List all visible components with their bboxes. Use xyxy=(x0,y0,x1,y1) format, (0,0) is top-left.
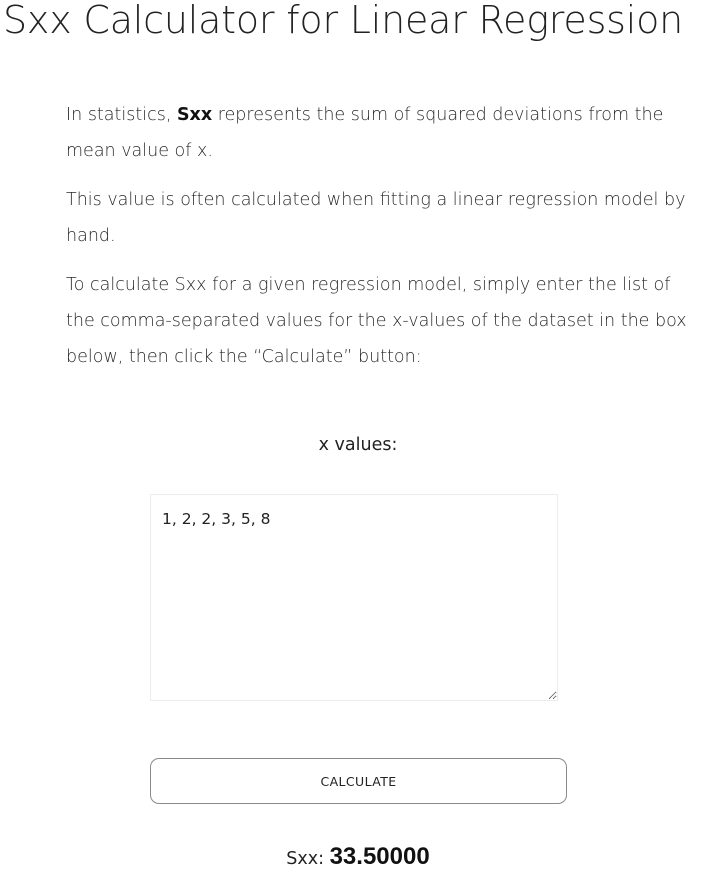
intro-p1-after: represents the sum of squared deviations from the mean value of x. xyxy=(66,105,664,161)
result-output xyxy=(0,840,716,876)
result-value: 33.50000 xyxy=(329,843,430,870)
page-title: Sxx Calculator for Linear Regression xyxy=(3,0,684,42)
intro-paragraph-2: This value is often calculated when fitting a linear regression model by hand. xyxy=(66,190,686,246)
intro-paragraph-1 xyxy=(66,97,696,169)
description xyxy=(66,97,696,388)
calculate-button[interactable]: CALCULATE xyxy=(150,758,567,804)
x-values-input[interactable] xyxy=(150,494,558,701)
sxx-term: Sxx xyxy=(176,105,213,125)
result-label: Sxx: xyxy=(286,849,330,869)
x-values-label: x values: xyxy=(318,435,398,455)
intro-paragraph-3: To calculate Sxx for a given regression model, simply enter the list of the comma-separated values for the x-values of the dataset in the box below, then click the “Calculate” button: xyxy=(66,275,687,367)
intro-p1-before: In statistics, xyxy=(66,105,177,125)
